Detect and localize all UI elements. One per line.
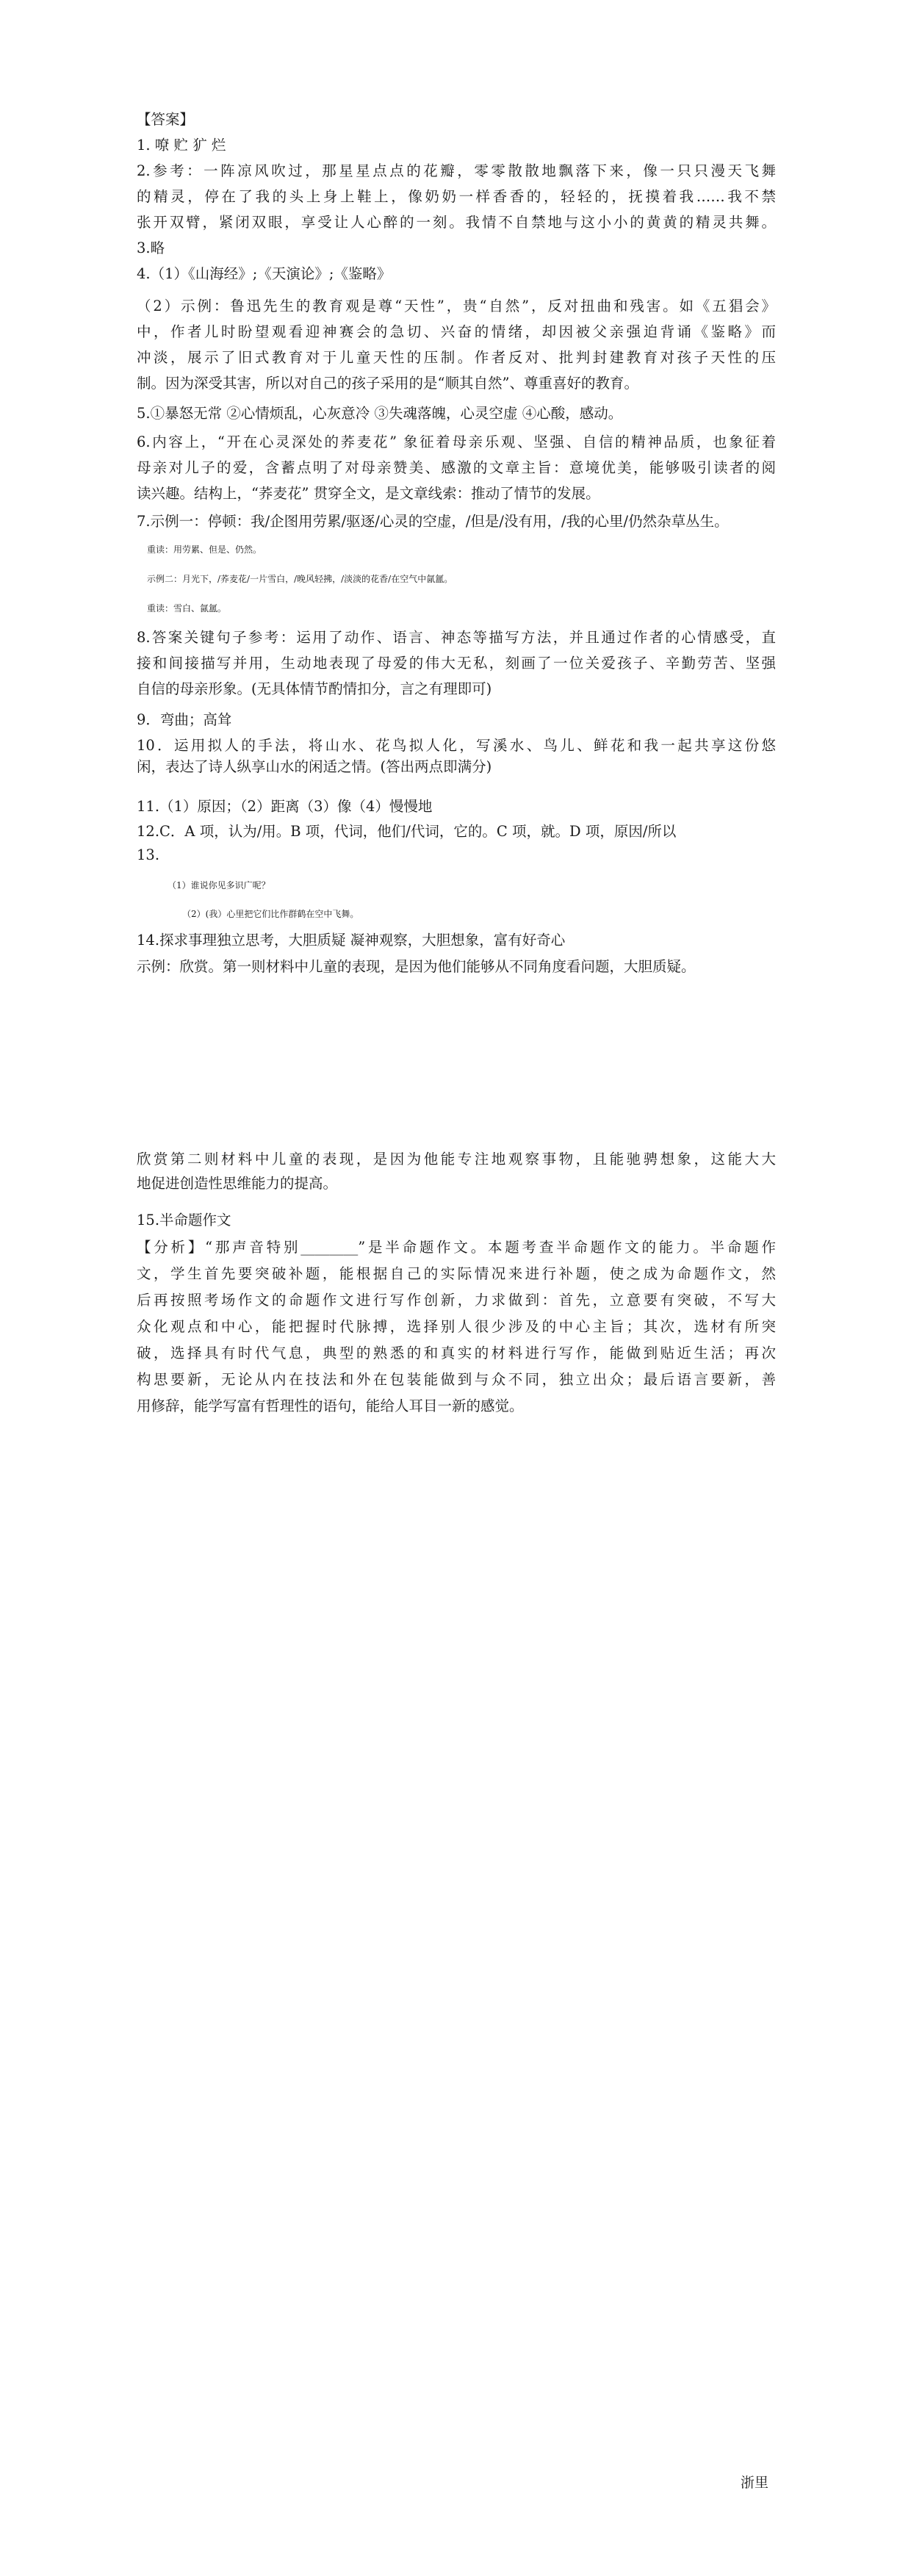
answer-line: （2）示例：鲁迅先生的教育观是尊“天性”，贵“自然”，反对扭曲和残害。如《五猖会》 bbox=[137, 298, 776, 314]
answer-line: 闲，表达了诗人纵享山水的闲适之情。(答出两点即满分) bbox=[137, 758, 492, 775]
answer-line: 1. 嘹 贮 犷 烂 bbox=[137, 137, 226, 154]
answer-line: 欣赏第二则材料中儿童的表现，是因为他能专注地观察事物，且能驰骋想象，这能大大 bbox=[137, 1151, 776, 1168]
answer-line: 示例：欣赏。第一则材料中儿童的表现，是因为他们能够从不同角度看问题，大胆质疑。 bbox=[137, 958, 696, 975]
answer-line: 3.略 bbox=[137, 240, 165, 256]
answer-line: 众化观点和中心，能把握时代脉搏，选择别人很少涉及的中心主旨；其次，选材有所突 bbox=[137, 1318, 776, 1335]
answer-line: 6.内容上，“开在心灵深处的荞麦花” 象征着母亲乐观、坚强、自信的精神品质，也象征着 bbox=[137, 433, 776, 450]
footer-text: 浙里 bbox=[741, 2475, 769, 2491]
answer-line: 重读：雪白、氤氲。 bbox=[147, 603, 227, 614]
answer-line: 8.答案关键句子参考：运用了动作、语言、神态等描写方法，并且通过作者的心情感受，直 bbox=[137, 629, 776, 646]
answer-line: 12.C．A 项，认为/用。B 项，代词，他们/代词，它的。C 项，就。D 项，原因/所以 bbox=[137, 823, 677, 840]
answer-line: 文，学生首先要突破补题，能根据自己的实际情况来进行补题，使之成为命题作文，然 bbox=[137, 1265, 776, 1282]
answer-line: （1）谁说你见多识广呢？ bbox=[168, 880, 270, 891]
answer-line: 7.示例一：停顿：我/企图用劳累/驱逐/心灵的空虚，/但是/没有用，/我的心里/仍然杂草丛生。 bbox=[137, 513, 729, 530]
answer-line: 10．运用拟人的手法，将山水、花鸟拟人化，写溪水、鸟儿、鲜花和我一起共享这份悠 bbox=[137, 737, 776, 754]
answer-line: 重读：用劳累、但是、仍然。 bbox=[147, 544, 262, 555]
answer-line: 冲淡，展示了旧式教育对于儿童天性的压制。作者反对、批判封建教育对孩子天性的压 bbox=[137, 349, 776, 366]
answer-line: 制。因为深受其害，所以对自己的孩子采用的是“顺其自然”、尊重喜好的教育。 bbox=[137, 375, 638, 392]
answer-line: 4.（1）《山海经》;《天演论》;《鉴略》 bbox=[137, 265, 392, 282]
answer-line: 母亲对儿子的爱，含蓄点明了对母亲赞美、感激的文章主旨：意境优美，能够吸引读者的阅 bbox=[137, 459, 776, 476]
answer-line: 13. bbox=[137, 846, 160, 863]
answer-line: 构思要新，无论从内在技法和外在包装能做到与众不同，独立出众；最后语言要新，善 bbox=[137, 1371, 776, 1388]
answer-line: 后再按照考场作文的命题作文进行写作创新，力求做到：首先，立意要有突破，不写大 bbox=[137, 1292, 776, 1309]
answer-line: 15.半命题作文 bbox=[137, 1212, 231, 1228]
answer-line: 张开双臂，紧闭双眼，享受让人心醉的一刻。我情不自禁地与这小小的黄黄的精灵共舞。 bbox=[137, 214, 776, 231]
answer-line: 读兴趣。结构上，“荞麦花” 贯穿全文，是文章线索：推动了情节的发展。 bbox=[137, 485, 600, 502]
answer-line: 9．弯曲；高耸 bbox=[137, 711, 232, 728]
answer-line: 的精灵，停在了我的头上身上鞋上，像奶奶一样香香的，轻轻的，抚摸着我……我不禁 bbox=[137, 188, 776, 205]
answer-line: （2）(我）心里把它们比作群鹤在空中飞舞。 bbox=[182, 909, 359, 919]
answer-line: 【分析】“那声音特别________”是半命题作文。本题考查半命题作文的能力。半命题作 bbox=[137, 1239, 776, 1256]
answer-line: 2.参考：一阵凉风吹过，那星星点点的花瓣，零零散散地飘落下来，像一只只漫天飞舞 bbox=[137, 162, 776, 179]
answer-line: 自信的母亲形象。(无具体情节酌情扣分，言之有理即可) bbox=[137, 680, 492, 697]
answer-line: 5.①暴怒无常 ②心情烦乱，心灰意冷 ③失魂落魄，心灵空虚 ④心酸，感动。 bbox=[137, 405, 623, 422]
answer-line: 中，作者儿时盼望观看迎神赛会的急切、兴奋的情绪，却因被父亲强迫背诵《鉴略》而 bbox=[137, 323, 776, 340]
answer-line: 用修辞，能学写富有哲理性的语句，能给人耳目一新的感觉。 bbox=[137, 1397, 524, 1414]
answer-line: 破，选择具有时代气息，典型的熟悉的和真实的材料进行写作，能做到贴近生活；再次 bbox=[137, 1345, 776, 1361]
answer-line: 地促进创造性思维能力的提高。 bbox=[137, 1175, 338, 1192]
answer-heading: 【答案】 bbox=[137, 111, 195, 128]
answer-line: 11.（1）原因；（2）距离（3）像（4）慢慢地 bbox=[137, 798, 433, 815]
answer-line: 接和间接描写并用，生动地表现了母爱的伟大无私，刻画了一位关爱孩子、辛勤劳苦、坚强 bbox=[137, 655, 776, 672]
answer-line: 示例二：月光下，/荞麦花/一片雪白，/晚风轻拂，/淡淡的花香/在空气中氤氲。 bbox=[147, 574, 453, 584]
answer-line: 14.探求事理独立思考，大胆质疑 凝神观察，大胆想象，富有好奇心 bbox=[137, 932, 566, 949]
